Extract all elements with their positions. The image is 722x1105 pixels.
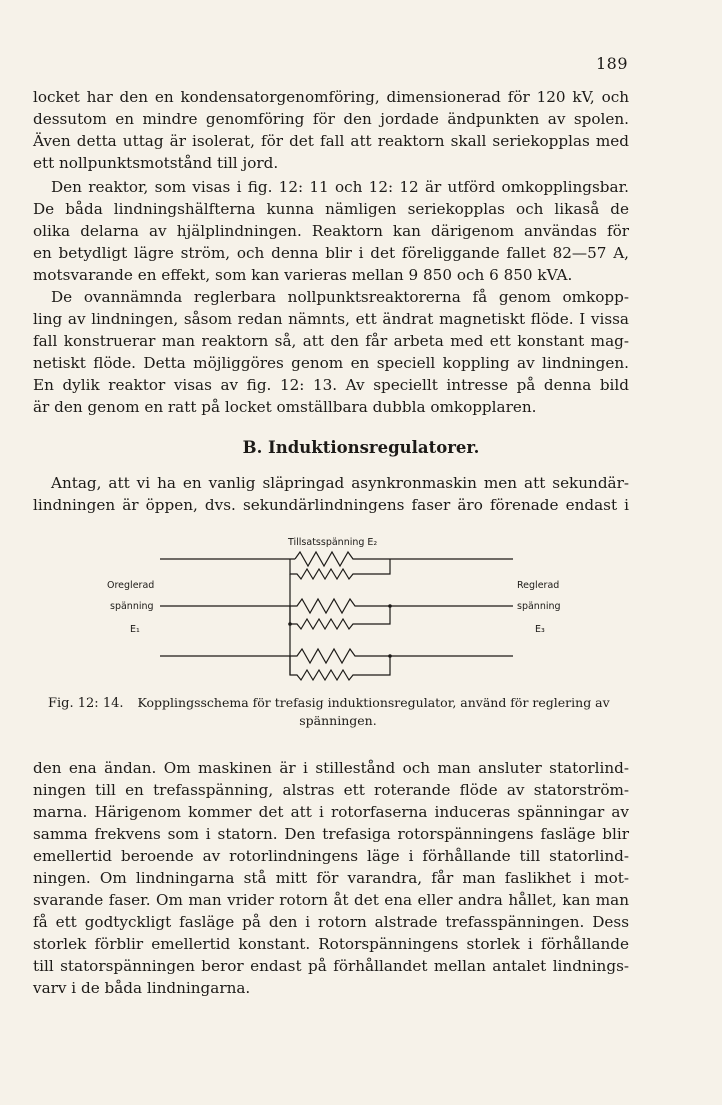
text-line: motsvarande en effekt, som kan varieras mellan 9 850 och 6 850 kVA. xyxy=(33,266,573,284)
text-line: fall konstruerar man reaktorn så, att den får arbeta med ett konstant mag- xyxy=(33,332,629,350)
label-unregulated-voltage: spänning xyxy=(110,601,154,612)
text-line: En dylik reaktor visas av fig. 12: 13. Av speciellt intresse på denna bild xyxy=(33,376,629,394)
text-line: De båda lindningshälfterna kunna nämligen seriekopplas och likaså de xyxy=(33,200,629,218)
text-line: De ovannämnda reglerbara nollpunktsreaktorerna få genom omkopp- xyxy=(51,288,629,306)
text-line: svarande faser. Om man vrider rotorn åt det ena eller andra hållet, kan man xyxy=(33,891,629,909)
paragraph-2 xyxy=(33,176,629,286)
text-line: emellertid beroende av rotorlindningens läge i förhållande till statorlind- xyxy=(33,847,629,865)
label-supplementary-voltage: Tillsatsspänning E₂ xyxy=(288,537,378,548)
paragraph-3 xyxy=(33,286,629,418)
paragraph-1 xyxy=(33,86,629,174)
section-heading: B. Induktionsregulatorer. xyxy=(242,438,480,457)
text-line: till statorspänningen beror endast på förhållandet mellan antalet lindnings- xyxy=(33,957,629,975)
text-line: netiskt flöde. Detta möjliggöres genom en speciell koppling av lindningen. xyxy=(33,354,629,372)
junction-dot xyxy=(388,604,392,608)
text-line: olika delarna av hjälplindningen. Reaktorn kan därigenom användas för xyxy=(33,222,629,240)
circuit-diagram xyxy=(85,530,605,690)
phase-1-line xyxy=(160,552,513,566)
text-line: samma frekvens som i statorn. Den trefasiga rotorspänningens fasläge blir xyxy=(33,825,629,843)
phase-2-line xyxy=(160,599,513,613)
junction-dot xyxy=(388,654,392,658)
text-line: Även detta uttag är isolerat, för det fall att reaktorn skall seriekopplas med xyxy=(33,132,629,150)
caption-text: Kopplingsschema för trefasig induktionsregulator, använd för reglering av xyxy=(137,695,610,710)
text-line: Den reaktor, som visas i fig. 12: 11 och 12: 12 är utförd omkopplingsbar. xyxy=(51,178,629,196)
phase-3-line xyxy=(160,649,513,663)
text-line: ling av lindningen, såsom redan nämnts, ett ändrat magnetiskt flöde. I vissa xyxy=(33,310,629,328)
text-line: storlek förblir emellertid konstant. Rotorspänningens storlek i förhållande xyxy=(33,935,629,953)
text-line: få ett godtyckligt fasläge på den i rotorn alstrade trefasspänningen. Dess xyxy=(33,913,629,931)
text-line: dessutom en mindre genomföring för den jordade ändpunkten av spolen. xyxy=(33,110,629,128)
text-line: locket har den en kondensatorgenomföring, dimensionerad för 120 kV, och xyxy=(33,88,629,106)
label-e3: E₃ xyxy=(535,624,545,635)
figure-caption xyxy=(48,694,628,729)
text-line: Antag, att vi ha en vanlig släpringad asynkronmaskin men att sekundär- xyxy=(51,474,629,492)
text-line: den ena ändan. Om maskinen är i stillestånd och man ansluter statorlind- xyxy=(33,759,629,777)
text-line: ningen. Om lindningarna stå mitt för varandra, får man faslikhet i mot- xyxy=(33,869,629,887)
label-regulated-voltage: spänning xyxy=(517,601,561,612)
text-line: lindningen är öppen, dvs. sekundärlindningens faser äro förenade endast i xyxy=(33,496,629,514)
text-line: en betydligt lägre ström, och denna blir i det föreliggande fallet 82—57 A, xyxy=(33,244,629,262)
text-line: ningen till en trefasspänning, alstras ett roterande flöde av statorström- xyxy=(33,781,629,799)
phase-1-secondary xyxy=(290,559,390,579)
text-line: är den genom en ratt på locket omställbara dubbla omkopplaren. xyxy=(33,398,537,416)
text-line: marna. Härigenom kommer det att i rotorfaserna induceras spänningar av xyxy=(33,803,629,821)
caption-number: Fig. 12: 14. xyxy=(48,696,124,711)
page-number: 189 xyxy=(596,54,629,73)
paragraph-4 xyxy=(33,472,629,516)
label-regulated: Reglerad xyxy=(517,580,560,591)
label-e1: E₁ xyxy=(130,624,140,635)
text-line: ett nollpunktsmotstånd till jord. xyxy=(33,154,279,172)
text-line: varv i de båda lindningarna. xyxy=(33,979,251,997)
paragraph-5 xyxy=(33,757,629,999)
caption-text-continued: spänningen. xyxy=(299,713,377,728)
label-unregulated: Oreglerad xyxy=(107,580,155,591)
junction-dot xyxy=(288,622,292,626)
